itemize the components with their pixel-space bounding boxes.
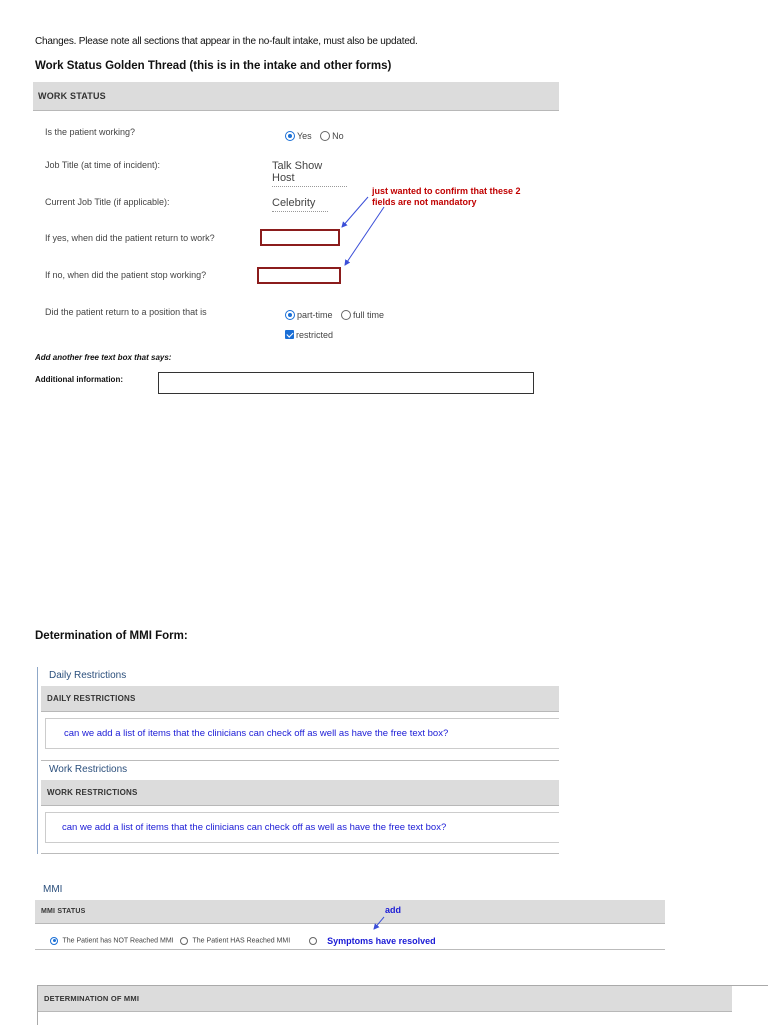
stop-date-field[interactable] [257,267,341,284]
working-radio-group [285,127,348,145]
work-divider [41,853,559,854]
daily-restrictions-box[interactable] [45,718,559,749]
add-annotation: add [385,905,402,915]
current-job-field[interactable]: Celebrity [272,197,328,212]
radio-yes-label: Yes [297,130,312,141]
restricted-label: restricted [296,329,334,340]
radio-no[interactable] [320,131,330,141]
radio-reached-label: The Patient HAS Reached MMI [192,937,291,945]
question-working: Is the patient working? [45,127,136,137]
position-radio-group [285,306,388,324]
radio-reached-mmi[interactable] [180,937,188,945]
work-restrictions-box[interactable] [45,812,559,843]
restricted-checkbox[interactable] [285,330,294,339]
mmi-title: MMI [43,884,63,895]
daily-restrictions-note: can we add a list of items that the clinicians can check off as well as have the free text box? [64,728,449,739]
restrictions-panel-border [37,667,40,854]
question-return-to-work: If yes, when did the patient return to work? [45,233,215,243]
radio-full-time-label: full time [352,309,384,320]
work-restrictions-header: WORK RESTRICTIONS [41,780,559,806]
daily-restrictions-title: Daily Restrictions [49,670,127,681]
daily-restrictions-header: DAILY RESTRICTIONS [41,686,559,712]
add-textbox-note: Add another free text box that says: [35,353,172,362]
radio-symptoms-resolved[interactable] [309,937,317,945]
return-date-field[interactable] [260,229,340,246]
question-position: Did the patient return to a position that is [45,307,207,317]
radio-no-label: No [332,130,344,141]
additional-info-input[interactable] [158,372,534,394]
job-title-field[interactable]: Talk Show Host [272,160,347,187]
work-status-header: WORK STATUS [33,82,559,111]
annotation-line-2: fields are not mandatory [372,197,477,207]
radio-not-reached-label: The Patient has NOT Reached MMI [62,937,174,945]
radio-yes[interactable] [285,131,295,141]
annotation-not-mandatory [372,186,521,208]
restricted-checkbox-row [285,326,337,344]
annotation-line-1: just wanted to confirm that these 2 [372,186,521,196]
radio-not-reached-mmi[interactable] [50,937,58,945]
daily-divider [41,760,559,761]
mmi-radio-group [50,932,436,950]
radio-full-time[interactable] [341,310,351,320]
question-current-job: Current Job Title (if applicable): [45,197,170,207]
additional-info-label: Additional information: [35,375,123,384]
mmi-status-header: MMI STATUS [35,900,665,924]
arrow-to-stop-field [345,207,384,265]
work-restrictions-title: Work Restrictions [49,764,128,775]
work-status-title: Work Status Golden Thread (this is in the intake and other forms) [35,60,392,72]
radio-part-time-label: part-time [297,309,333,320]
radio-part-time[interactable] [285,310,295,320]
question-stop-working: If no, when did the patient stop working? [45,270,207,280]
determination-header: DETERMINATION OF MMI [38,986,732,1012]
arrow-to-return-field [342,197,368,227]
work-restrictions-note: can we add a list of items that the clinicians can check off as well as have the free text box? [62,822,447,833]
intro-text: Changes. Please note all sections that appear in the no-fault intake, must also be updated. [35,36,418,47]
question-job-title: Job Title (at time of incident): [45,160,161,170]
mmi-form-title: Determination of MMI Form: [35,630,188,642]
radio-symptoms-resolved-label: Symptoms have resolved [327,935,436,946]
